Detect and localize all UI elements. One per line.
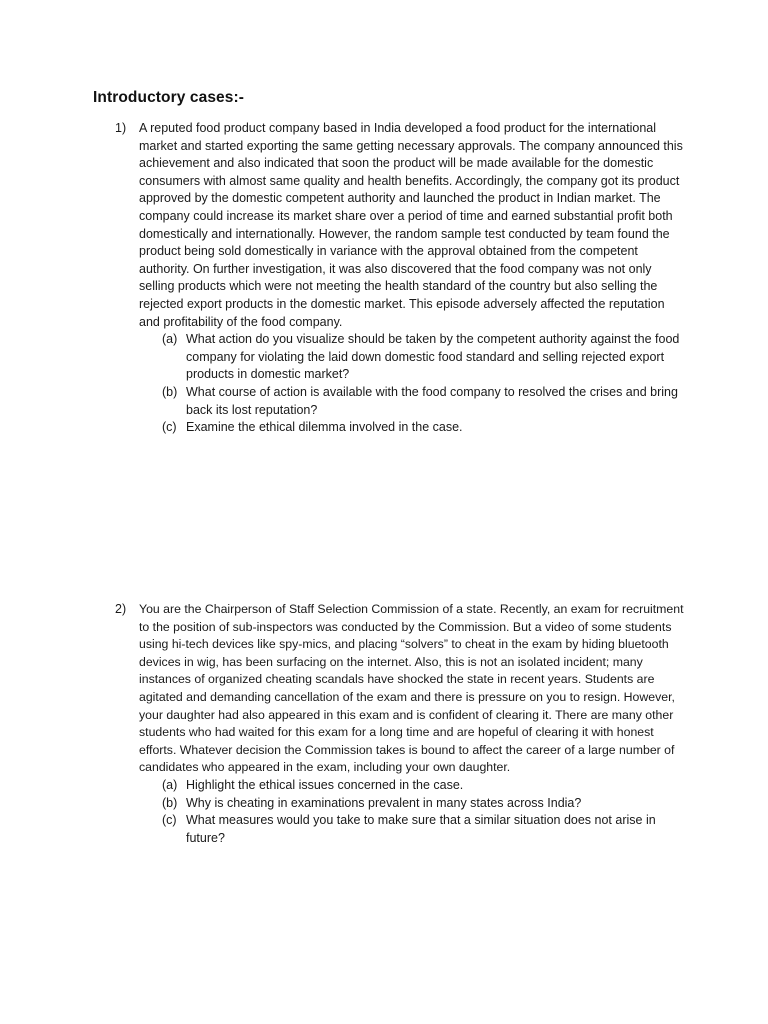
question-label: (c) — [162, 813, 177, 828]
question-list — [162, 331, 685, 437]
question-label: (c) — [162, 420, 177, 435]
question-item — [162, 795, 685, 813]
question-text: What course of action is available with the food company to resolved the crises and bring back its lost reputation? — [186, 384, 678, 417]
question-item — [162, 331, 685, 384]
question-list — [162, 777, 685, 847]
case-2 — [115, 601, 685, 847]
question-item — [162, 812, 685, 847]
case-number: 1) — [115, 121, 127, 135]
case-1 — [115, 120, 685, 437]
question-text: Highlight the ethical issues concerned in the case. — [186, 777, 464, 792]
question-text: What action do you visualize should be taken by the competent authority against the food company for violating the laid down domestic food standard and selling rejected export products in domestic market? — [186, 332, 680, 382]
question-item — [162, 419, 685, 437]
question-label: (a) — [162, 332, 178, 347]
question-label: (b) — [162, 795, 178, 810]
case-paragraph: A reputed food product company based in India developed a food product for the international market and started exporting the same getting necessary approvals. The company announced this achievement and also indicated that soon the product will be made available for the domestic consumers with almost same quality and health benefits. Accordingly, the company got its product approved by the domestic competent authority and launched the product in Indian market. The company could increase its market share over a period of time and earned substantial profit both domestically and internationally. However, the random sample test conducted by team found the product being sold domestically in variance with the approval obtained from the competent authority. On further investigation, it was also discovered that the food company was not only selling products which were not meeting the health standard of the country but also selling the rejected export products in the domestic market. This episode adversely affected the reputation and profitability of the food company. — [139, 121, 683, 329]
question-text: Examine the ethical dilemma involved in the case. — [186, 420, 463, 435]
question-item — [162, 777, 685, 795]
case-paragraph: You are the Chairperson of Staff Selection Commission of a state. Recently, an exam for recruitment to the position of sub-inspectors was conducted by the Commission. But a video of some students using hi-tech devices like spy-mics, and placing “solvers” to cheat in the exam by hiding bluetooth devices in wig, has been surfacing on the internet. Also, this is not an isolated incident; many instances of organized cheating scandals have shocked the state in recent years. Students are agitated and demanding cancellation of the exam and there is pressure on you to resign. However, your daughter had also appeared in this exam and is confident of clearing it. There are many other students who had waited for this exam for a long time and are hopeful of clearing it with honest efforts. Whatever decision the Commission takes is bound to affect the career of a large number of candidates who appeared in the exam, including your own daughter. — [139, 602, 684, 775]
question-text: Why is cheating in examinations prevalent in many states across India? — [186, 795, 582, 810]
case-number: 2) — [115, 602, 127, 616]
question-item — [162, 384, 685, 419]
question-label: (b) — [162, 384, 178, 399]
question-label: (a) — [162, 777, 178, 792]
question-text: What measures would you take to make sure that a similar situation does not arise in future? — [186, 813, 656, 845]
page-title: Introductory cases:- — [93, 89, 245, 106]
